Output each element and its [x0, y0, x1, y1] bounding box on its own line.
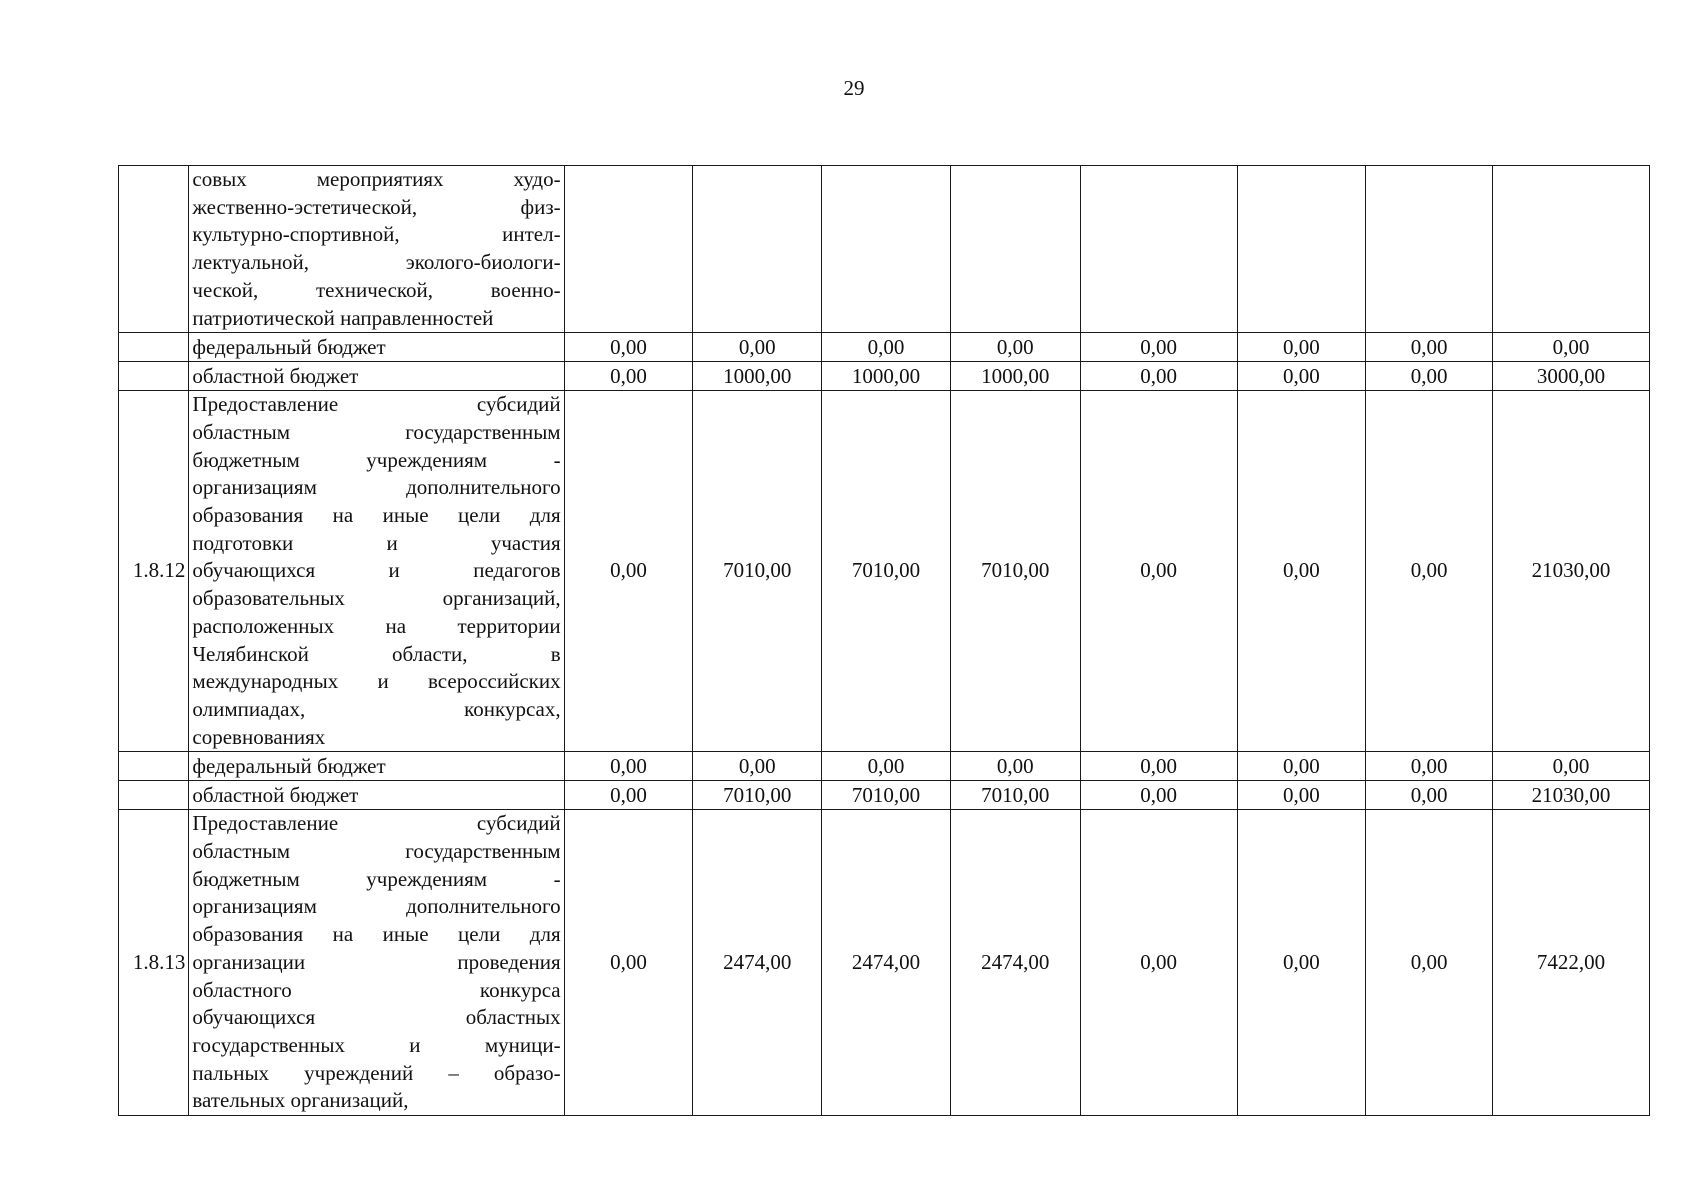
description-line: пальных учреждений – образо- — [192, 1060, 561, 1085]
value-cell: 0,00 — [564, 752, 693, 781]
row-number-cell — [119, 166, 189, 333]
funding-source-label: областной бюджет — [189, 781, 564, 810]
description-line: обучающихся и педагогов — [192, 558, 561, 583]
value-cell: 0,00 — [1080, 781, 1237, 810]
description-line: образования на иные цели для — [192, 922, 561, 947]
funding-source-row — [119, 362, 1650, 391]
value-cell: 7010,00 — [693, 781, 822, 810]
funding-source-label: федеральный бюджет — [189, 333, 564, 362]
description-line: государственных и муници- — [192, 1032, 561, 1057]
value-cell: 0,00 — [1237, 752, 1366, 781]
value-cell: 0,00 — [1237, 333, 1366, 362]
value-cell: 1000,00 — [950, 362, 1080, 391]
description-line: совых мероприятиях худо- — [192, 167, 561, 191]
row-number-cell — [119, 333, 189, 362]
page-number: 29 — [843, 76, 865, 100]
description-line: Челябинской области, в — [192, 641, 561, 666]
total-value-cell: 21030,00 — [1493, 781, 1650, 810]
value-cell: 0,00 — [1237, 781, 1366, 810]
value-cell: 0,00 — [1366, 362, 1493, 391]
value-cell: 2474,00 — [822, 810, 951, 1116]
description-line: расположенных на территории — [192, 613, 561, 638]
value-cell: 0,00 — [564, 810, 693, 1116]
value-cell: 0,00 — [950, 752, 1080, 781]
description-line: культурно-спортивной, интел- — [192, 222, 561, 247]
value-cell: 0,00 — [1366, 391, 1493, 752]
value-cell: 0,00 — [1366, 333, 1493, 362]
value-cell — [1080, 166, 1237, 333]
row-number-cell — [119, 362, 189, 391]
total-value-cell: 3000,00 — [1493, 362, 1650, 391]
measure-description-cell — [189, 810, 564, 1116]
value-cell: 0,00 — [822, 333, 951, 362]
funding-source-label: областной бюджет — [189, 362, 564, 391]
value-cell — [1366, 166, 1493, 333]
value-cell: 0,00 — [564, 362, 693, 391]
value-cell: 2474,00 — [693, 810, 822, 1116]
value-cell: 7010,00 — [822, 781, 951, 810]
value-cell: 2474,00 — [950, 810, 1080, 1116]
table-row — [119, 391, 1650, 752]
value-cell — [693, 166, 822, 333]
funding-source-row — [119, 333, 1650, 362]
description-line: бюджетным учреждениям - — [192, 447, 561, 472]
description-line: областного конкурса — [192, 977, 561, 1002]
description-line: ческой, технической, военно- — [192, 277, 561, 302]
description-line: лектуальной, эколого-биологи- — [192, 250, 561, 275]
value-cell: 7010,00 — [693, 391, 822, 752]
value-cell: 1000,00 — [822, 362, 951, 391]
value-cell: 1000,00 — [693, 362, 822, 391]
value-cell: 0,00 — [1080, 752, 1237, 781]
description-line: организации проведения — [192, 949, 561, 974]
description-line: жественно-эстетической, физ- — [192, 194, 561, 219]
row-number-cell: 1.8.12 — [119, 391, 189, 752]
description-line: областным государственным — [192, 419, 561, 444]
value-cell: 0,00 — [1237, 362, 1366, 391]
description-line: областным государственным — [192, 839, 561, 864]
description-line: организациям дополнительного — [192, 894, 561, 919]
funding-source-row — [119, 752, 1650, 781]
value-cell: 0,00 — [950, 333, 1080, 362]
value-cell: 0,00 — [1080, 333, 1237, 362]
row-number-cell — [119, 781, 189, 810]
funding-source-row — [119, 781, 1650, 810]
funding-source-label: федеральный бюджет — [189, 752, 564, 781]
value-cell — [1237, 166, 1366, 333]
description-line: организациям дополнительного — [192, 475, 561, 500]
total-value-cell: 7422,00 — [1493, 810, 1650, 1116]
value-cell — [564, 166, 693, 333]
total-value-cell: 0,00 — [1493, 333, 1650, 362]
total-value-cell: 21030,00 — [1493, 391, 1650, 752]
total-value-cell: 0,00 — [1493, 752, 1650, 781]
value-cell: 0,00 — [564, 391, 693, 752]
value-cell: 0,00 — [1237, 391, 1366, 752]
value-cell: 7010,00 — [822, 391, 951, 752]
value-cell: 0,00 — [693, 752, 822, 781]
description-line: вательных организаций, — [192, 1088, 409, 1113]
value-cell: 0,00 — [564, 333, 693, 362]
value-cell: 0,00 — [693, 333, 822, 362]
value-cell: 0,00 — [1080, 362, 1237, 391]
value-cell — [950, 166, 1080, 333]
table-row — [119, 166, 1650, 333]
table-row — [119, 810, 1650, 1116]
description-line: подготовки и участия — [192, 530, 561, 555]
description-line: международных и всероссийских — [192, 669, 561, 694]
description-line: соревнованиях — [192, 724, 326, 749]
row-number-cell: 1.8.13 — [119, 810, 189, 1116]
total-value-cell — [1493, 166, 1650, 333]
description-line: образования на иные цели для — [192, 503, 561, 528]
value-cell: 0,00 — [1366, 781, 1493, 810]
value-cell: 7010,00 — [950, 391, 1080, 752]
value-cell: 0,00 — [1080, 391, 1237, 752]
description-line: бюджетным учреждениям - — [192, 866, 561, 891]
measure-description-cell — [189, 166, 564, 333]
value-cell: 0,00 — [1237, 810, 1366, 1116]
description-line: обучающихся областных — [192, 1005, 561, 1030]
description-line: Предоставление субсидий — [192, 811, 561, 836]
measure-description-cell — [189, 391, 564, 752]
value-cell — [822, 166, 951, 333]
row-number-cell — [119, 752, 189, 781]
value-cell: 0,00 — [1366, 810, 1493, 1116]
description-line: Предоставление субсидий — [192, 392, 561, 417]
budget-table — [118, 165, 1650, 1116]
description-line: олимпиадах, конкурсах, — [192, 696, 561, 721]
description-line: образовательных организаций, — [192, 586, 561, 611]
description-line: патриотической направленностей — [192, 305, 494, 330]
value-cell: 0,00 — [564, 781, 693, 810]
value-cell: 0,00 — [1366, 752, 1493, 781]
value-cell: 7010,00 — [950, 781, 1080, 810]
value-cell: 0,00 — [1080, 810, 1237, 1116]
value-cell: 0,00 — [822, 752, 951, 781]
